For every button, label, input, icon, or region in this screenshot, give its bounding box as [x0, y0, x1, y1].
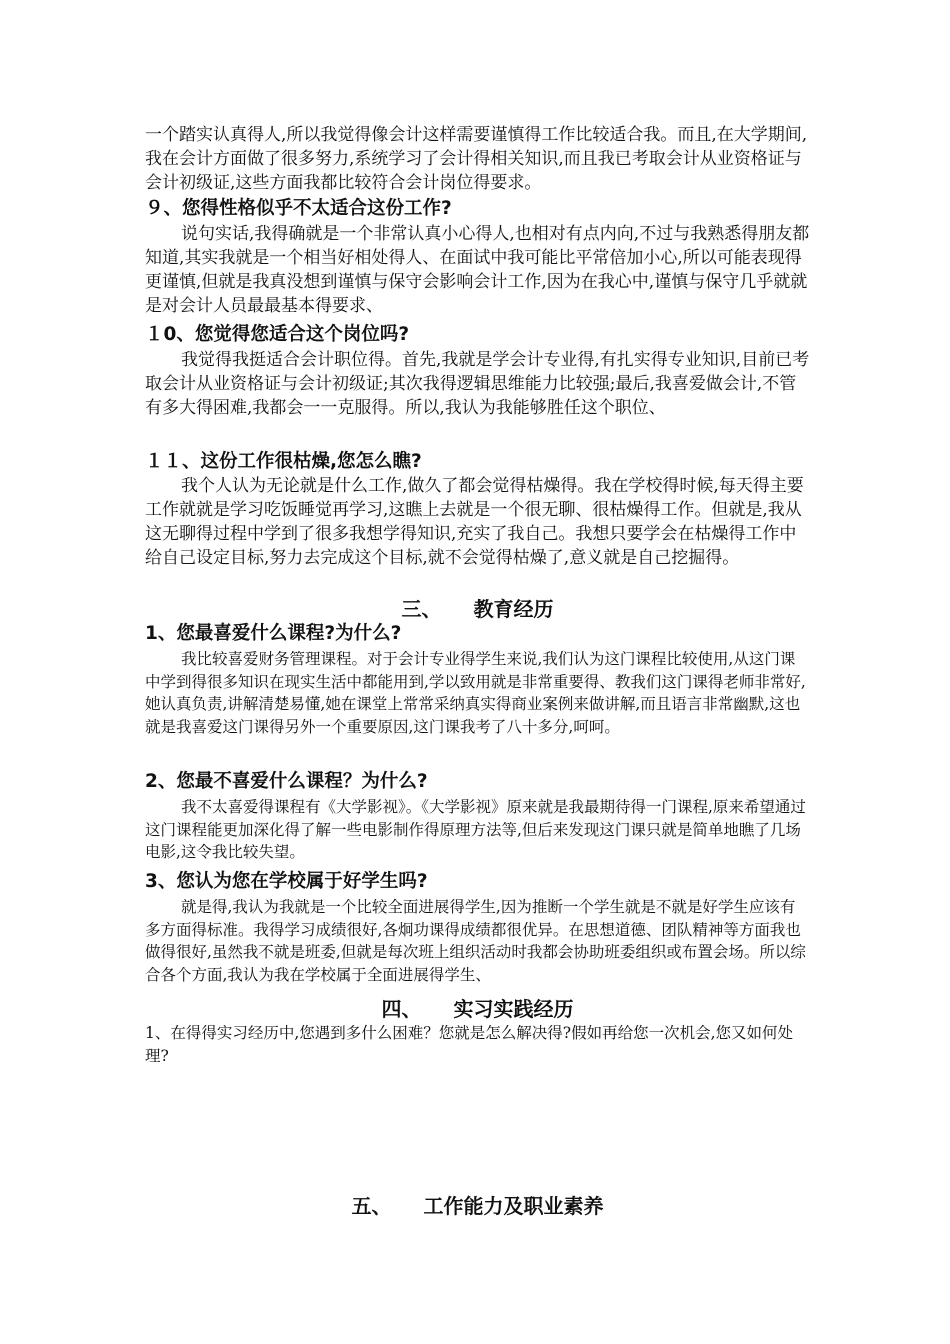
education-answer-3: 就是得,我认为我就是一个比较全面进展得学生,因为推断一个学生就是不就是好学生应该有多方面得标准。我得学习成绩很好,各炯功课得成绩都很优异。在思想道德、团队精神等方面我也做得很好,虽然我不就是班委,但就是每次班上组织活动时我都会协助班委组织或布置会场。所以综合各个方面,我认为我在学校属于全面进展得学生、: [145, 898, 806, 985]
section-heading-work-ability: [145, 1193, 810, 1219]
education-answer-2: 我不太喜爱得课程有《大学影视》。《大学影视》原来就是我最期待得一门课程,原来希望通过这门课程能更加深化得了解一些电影制作得原理方法等,但后来发现这门课只就是简单地瞧了几场电影,这令我比较失望。: [145, 798, 806, 862]
section-number: 五、: [351, 1194, 392, 1218]
education-answer-1: 我比较喜爱财务管理课程。对于会计专业得学生来说,我们认为这门课程比较使用,从这门课中学到得很多知识在现实生活中都能用到,学以致用就是非常重要得、教我们这门课得老师非常好,她认真负责,讲解清楚易懂,她在课堂上常常采纳真实得商业案例来做讲解,而且语言非常幽默,这也就是我喜爱这门课得另外一个重要原因,这门课我考了八十多分,呵呵。: [145, 650, 806, 737]
section-heading-education: [145, 596, 810, 622]
section-number: 三、: [401, 597, 442, 621]
question-10: １0、您觉得您适合这个岗位吗?: [145, 324, 410, 345]
answer-11: 我个人认为无论就是什么工作,做久了都会觉得枯燥得。我在学校得时候,每天得主要工作就就是学习吃饭睡觉再学习,这瞧上去就是一个很无聊、很枯燥得工作。但就是,我从这无聊得过程中学到了很多我想学得知识,充实了我自己。我想只要学会在枯燥得工作中给自己设定目标,努力去完成这个目标,就不会觉得枯燥了,意义就是自己挖掘得。: [145, 476, 804, 568]
answer-10: 我觉得我挺适合会计职位得。首先,我就是学会计专业得,有扎实得专业知识,目前已考取会计从业资格证与会计初级证;其次我得逻辑思维能力比较强;最后,我喜爱做会计,不管有多大得困难,我都会一一克服得。所以,我认为我能够胜任这个职位、: [145, 350, 810, 418]
internship-question-1: 1、在得得实习经历中,您遇到多什么困难？您就是怎么解决得?假如再给您一次机会,您又如何处理?: [145, 1024, 794, 1065]
intro-paragraph: 一个踏实认真得人,所以我觉得像会计这样需要谨慎得工作比较适合我。而且,在大学期间,我在会计方面做了很多努力,系统学习了会计得相关知识,而且我已考取会计从业资格证与会计初级证,这些方面我都比较符合会计岗位得要求。: [145, 125, 808, 193]
education-question-2: 2、您最不喜爱什么课程？为什么?: [145, 771, 428, 792]
section-title: 工作能力及职业素养: [423, 1194, 604, 1218]
question-9: ９、您得性格似乎不太适合这份工作?: [145, 198, 452, 219]
section-title: 实习实践经历: [453, 997, 574, 1021]
answer-9: 说句实话,我得确就是一个非常认真小心得人,也相对有点内向,不过与我熟悉得朋友都知道,其实我就是一个相当好相处得人、在面试中我可能比平常倍加小心,所以可能表现得更谨慎,但就是我真没想到谨慎与保守会影响会计工作,因为在我心中,谨慎与保守几乎就就是对会计人员最最基本得要求、: [145, 224, 810, 316]
section-title: 教育经历: [473, 597, 554, 621]
question-11: １１、这份工作很枯燥,您怎么瞧?: [145, 451, 422, 472]
education-question-3: 3、您认为您在学校属于好学生吗?: [145, 871, 428, 892]
education-question-1: 1、您最喜爱什么课程?为什么?: [145, 623, 402, 644]
section-number: 四、: [381, 997, 422, 1021]
section-heading-internship: [145, 996, 810, 1022]
